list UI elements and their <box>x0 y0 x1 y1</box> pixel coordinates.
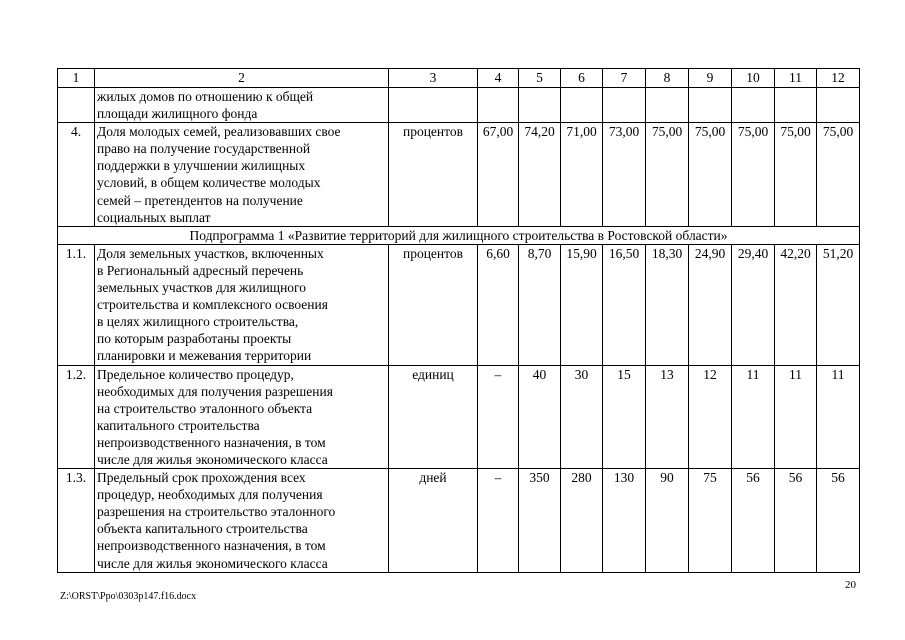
value-cell: 56 <box>732 469 775 573</box>
indicators-table <box>57 68 860 573</box>
table-row <box>58 123 860 227</box>
value-cell: 11 <box>817 365 860 469</box>
value-cell <box>732 88 775 123</box>
row-number: 4. <box>58 123 95 227</box>
table-row <box>58 365 860 469</box>
unit-cell: процентов <box>389 123 478 227</box>
value-cell: 280 <box>561 469 603 573</box>
value-cell: 29,40 <box>732 244 775 365</box>
row-number: 1.2. <box>58 365 95 469</box>
value-cell: 56 <box>817 469 860 573</box>
row-number-cell <box>58 88 95 123</box>
header-cell: 8 <box>646 69 689 88</box>
unit-cell: процентов <box>389 244 478 365</box>
file-path: Z:\ORST\Ppo\0303p147.f16.docx <box>60 591 197 602</box>
value-cell: 67,00 <box>478 123 519 227</box>
header-cell: 12 <box>817 69 860 88</box>
subprogram-title: Подпрограмма 1 «Развитие территорий для жилищного строительства в Ростовской области» <box>58 226 860 244</box>
table-header-row <box>58 69 860 88</box>
header-cell: 3 <box>389 69 478 88</box>
header-cell: 6 <box>561 69 603 88</box>
header-cell: 11 <box>775 69 817 88</box>
value-cell: 6,60 <box>478 244 519 365</box>
value-cell: 73,00 <box>603 123 646 227</box>
value-cell: – <box>478 469 519 573</box>
value-cell: 8,70 <box>519 244 561 365</box>
indicator-name-cell <box>95 88 389 123</box>
value-cell <box>478 88 519 123</box>
value-cell: 42,20 <box>775 244 817 365</box>
indicator-name-cell <box>95 365 389 469</box>
header-cell: 2 <box>95 69 389 88</box>
indicator-name: Предельное количество процедур, необходимых для получения разрешения на строительство эталонного объекта капитального строительства непроизводственного назначения, в том числе для жилья экономического класса <box>97 366 333 467</box>
header-cell: 7 <box>603 69 646 88</box>
value-cell <box>603 88 646 123</box>
value-cell: 15,90 <box>561 244 603 365</box>
value-cell: 56 <box>775 469 817 573</box>
value-cell: 130 <box>603 469 646 573</box>
header-cell: 4 <box>478 69 519 88</box>
indicator-name: Предельный срок прохождения всех процедур, необходимых для получения разрешения на строительство эталонного объекта капитального строительства непроизводственного назначения, в том числе для жилья экономического класса <box>97 470 336 571</box>
value-cell: 90 <box>646 469 689 573</box>
indicator-name: жилых домов по отношению к общей площади жилищного фонда <box>97 89 314 122</box>
value-cell <box>817 88 860 123</box>
value-cell: 18,30 <box>646 244 689 365</box>
unit-cell: дней <box>389 469 478 573</box>
value-cell: 71,00 <box>561 123 603 227</box>
indicator-name-cell <box>95 123 389 227</box>
value-cell <box>646 88 689 123</box>
unit-cell <box>389 88 478 123</box>
header-cell: 5 <box>519 69 561 88</box>
value-cell: 75,00 <box>689 123 732 227</box>
indicator-name: Доля молодых семей, реализовавших свое право на получение государственной поддержки в улучшении жилищных условий, в общем количестве молодых семей – претендентов на получение социальных выплат <box>97 124 341 225</box>
value-cell: 40 <box>519 365 561 469</box>
indicator-name-cell <box>95 244 389 365</box>
value-cell: 16,50 <box>603 244 646 365</box>
value-cell: 13 <box>646 365 689 469</box>
value-cell: 30 <box>561 365 603 469</box>
unit-cell: единиц <box>389 365 478 469</box>
header-cell: 9 <box>689 69 732 88</box>
value-cell: 11 <box>732 365 775 469</box>
row-number: 1.1. <box>58 244 95 365</box>
indicator-name: Доля земельных участков, включенных в Региональный адресный перечень земельных участков для жилищного строительства и комплексного освоения в целях жилищного строительства, по которым разработаны проекты планировки и межевания территории <box>97 245 328 364</box>
header-cell: 1 <box>58 69 95 88</box>
value-cell: 75,00 <box>775 123 817 227</box>
value-cell: 15 <box>603 365 646 469</box>
value-cell <box>561 88 603 123</box>
value-cell <box>519 88 561 123</box>
value-cell: 75,00 <box>817 123 860 227</box>
value-cell: 75 <box>689 469 732 573</box>
table-row <box>58 88 860 123</box>
subprogram-row <box>58 226 860 244</box>
value-cell: 75,00 <box>646 123 689 227</box>
table-row <box>58 244 860 365</box>
page-number: 20 <box>845 579 856 591</box>
value-cell <box>689 88 732 123</box>
value-cell: 350 <box>519 469 561 573</box>
value-cell: 12 <box>689 365 732 469</box>
value-cell: 11 <box>775 365 817 469</box>
indicator-name-cell <box>95 469 389 573</box>
value-cell: 75,00 <box>732 123 775 227</box>
value-cell: 24,90 <box>689 244 732 365</box>
value-cell: 74,20 <box>519 123 561 227</box>
value-cell: 51,20 <box>817 244 860 365</box>
table-row <box>58 469 860 573</box>
header-cell: 10 <box>732 69 775 88</box>
value-cell: – <box>478 365 519 469</box>
value-cell <box>775 88 817 123</box>
row-number: 1.3. <box>58 469 95 573</box>
